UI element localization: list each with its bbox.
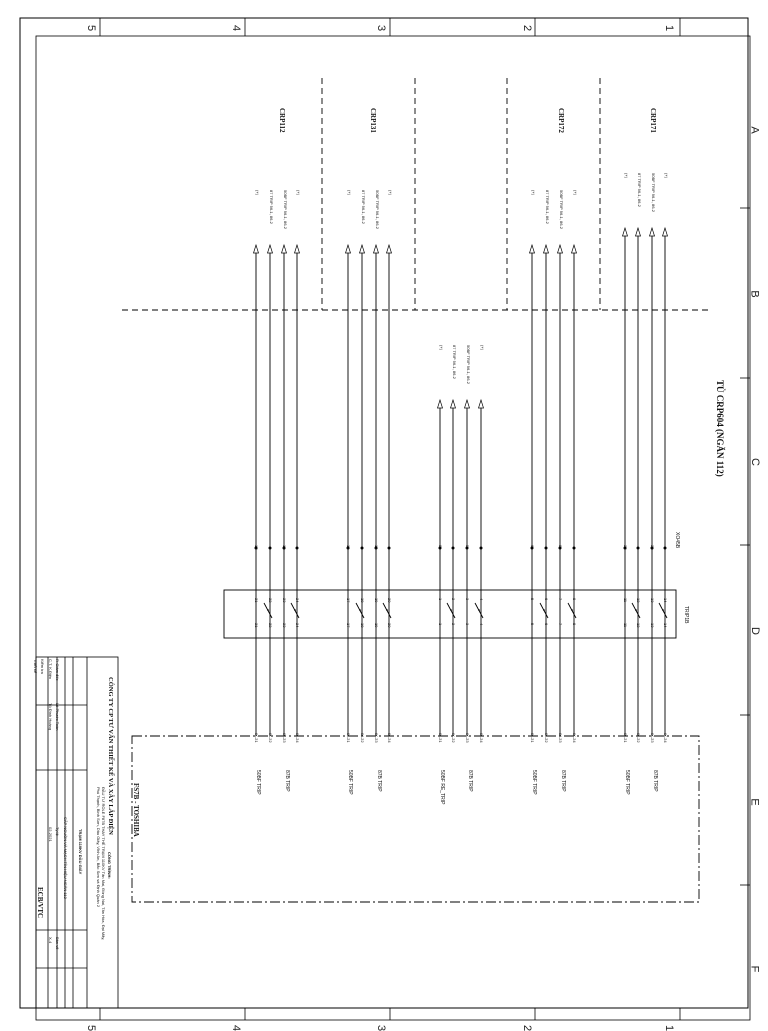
wire-label-crp112-1: 87 TRIP 96-1, 86-2	[269, 190, 274, 224]
contact-term-bottom-crp172-3: 8	[572, 623, 577, 626]
contact-term-top-crp172-2: 7	[558, 598, 563, 601]
contact-term-top-crp171-1: 12	[636, 598, 641, 603]
contact-term-top-crp112-2: 23	[282, 598, 287, 603]
title-block	[33, 657, 118, 1008]
col-number-top-3: 3	[375, 24, 388, 32]
wire-label-crp131-3: (+)	[388, 190, 393, 195]
contact-term-top-crp131-0: 17	[346, 598, 351, 603]
contact-term-bottom-crp171-1: 12	[636, 623, 641, 628]
substation: TRẠM 110KV DẦU GIÂY	[78, 829, 83, 875]
col-number-top-1: 1	[663, 24, 676, 32]
xt-label-crp171-2: IX-23	[650, 733, 655, 743]
contact-term-bottom-crp171-0: 11	[623, 623, 628, 628]
wire-label-crp171-2: 50BF TRIP 96-1, 86-2	[651, 173, 656, 212]
contact-crp171-1	[632, 603, 640, 618]
contact-term-bottom-crp172-1: 6	[544, 623, 549, 626]
contact-term-top-crp171-3: 14	[663, 598, 668, 603]
panel-title: TỦ CRP604 (NGĂN 112)	[715, 380, 725, 477]
arrow-crp172-1	[544, 245, 549, 253]
marker-label: XO45B	[674, 532, 680, 549]
contact-term-bottom-center-3: 4	[479, 623, 484, 626]
xt-label-center-0: IX-21	[438, 733, 443, 743]
contact-term-top-crp112-0: 21	[254, 598, 259, 603]
role-2: C.T. K.Điện	[48, 659, 53, 680]
panel-boundaries	[36, 78, 712, 1008]
drawing-title: CẤP NGUỒN VÀ MẠCH TÍN HIỆU NGĂN 112	[63, 817, 68, 899]
xt-label-crp171-1: IX-22	[636, 733, 641, 743]
xt-label-crp172-2: IX-23	[558, 733, 563, 743]
contact-term-bottom-crp112-3: 24	[295, 623, 300, 628]
terminal-crp131-b: 14	[374, 545, 379, 550]
contact-term-bottom-crp131-0: 17	[346, 623, 351, 628]
terminal-crp112-b: 18	[282, 545, 287, 550]
arrow-crp131-0	[346, 245, 351, 253]
terminal-center-a: 8	[438, 545, 443, 548]
wire-label-crp131-1: 87 TRIP 96-1, 86-2	[361, 190, 366, 224]
col-number-bottom-5: 5	[85, 1024, 98, 1031]
xt-label-crp112-1: IX-22	[268, 733, 273, 743]
rack-label: TRIP1B	[683, 606, 689, 624]
contact-crp112-3	[291, 603, 299, 618]
xt-label-crp172-0: IX-21	[530, 733, 535, 743]
wire-label-crp112-2: 50BF TRIP 96-1, 86-2	[283, 190, 288, 229]
xt-label-center-3: IX-24	[479, 733, 484, 743]
arrow-crp172-0	[530, 245, 535, 253]
xt-label-crp131-1: IX-22	[360, 733, 365, 743]
trip-label-crp112-a: 50BF TRIP	[255, 770, 261, 795]
wire-label-center-1: 87 TRIP 96-1, 86-2	[452, 345, 457, 379]
trip-label-center-a: 50BF RE_TRIP	[439, 770, 445, 805]
contact-crp172-1	[540, 603, 548, 618]
contact-crp131-3	[383, 603, 391, 618]
arrow-crp112-2	[282, 245, 287, 253]
contact-term-top-crp112-3: 24	[295, 598, 300, 603]
xt-label-crp172-3: IX-24	[572, 733, 577, 743]
sheet-no: X-4	[48, 937, 53, 944]
trip-label-crp131-a: 50BF TRIP	[347, 770, 353, 795]
arrow-crp171-3	[663, 228, 668, 236]
arrow-crp112-0	[254, 245, 259, 253]
arrow-center-2	[465, 400, 470, 408]
terminal-dot-center-1	[452, 547, 455, 550]
breaker-box-label: FS7B - TOSHIBA	[132, 783, 140, 837]
drawing-code: ECB/VTC	[36, 887, 44, 919]
contact-crp171-3	[659, 603, 667, 618]
xt-label-crp131-2: IX-23	[374, 733, 379, 743]
contact-term-top-crp131-3: 20	[387, 598, 392, 603]
contact-term-bottom-crp131-2: 19	[374, 623, 379, 628]
terminal-dot-center-3	[480, 547, 483, 550]
terminal-crp171-a: 27	[623, 545, 628, 550]
arrow-crp171-1	[636, 228, 641, 236]
wire-label-crp172-3: (+)	[573, 190, 578, 195]
row-letter-D: D	[748, 627, 761, 635]
terminal-dot-crp171-3	[664, 547, 667, 550]
project: ĐẦU TƯ ROLE F87B THAY THẾ TRẠM 110KV Tân Mai, Đồng Nai, Tân Hòa, Đại Mãy, Phú Thạnh, Bình Sơn, Dầu Giây, Vĩnh An, Bắc Sơn và Định Quán 2	[96, 787, 106, 941]
terminal-crp112-a: 17	[254, 545, 259, 550]
terminal-crp172-a: 6	[530, 545, 535, 548]
contact-term-top-center-1: 2	[451, 598, 456, 601]
contact-term-bottom-crp112-1: 22	[268, 623, 273, 628]
wire-label-crp172-0: (+)	[531, 190, 536, 195]
wire-label-center-3: (+)	[480, 345, 485, 350]
wire-label-crp112-3: (+)	[296, 190, 301, 195]
arrow-crp171-2	[650, 228, 655, 236]
arrow-crp112-3	[295, 245, 300, 253]
grid-ticks	[100, 18, 750, 1020]
contact-crp131-1	[356, 603, 364, 618]
trip-label-crp172-a: 50BF TRIP	[531, 770, 537, 795]
xt-label-center-2: IX-23	[465, 733, 470, 743]
arrow-center-1	[451, 400, 456, 408]
xt-label-crp112-3: IX-24	[295, 733, 300, 743]
xt-label-crp112-2: IX-23	[282, 733, 287, 743]
wire-label-crp112-0: (+)	[255, 190, 260, 195]
contact-term-top-center-2: 3	[465, 598, 470, 601]
contact-term-top-center-3: 4	[479, 598, 484, 601]
wires	[254, 228, 668, 736]
xt-label-center-1: IX-22	[451, 733, 456, 743]
terminal-dot-crp112-1	[269, 547, 272, 550]
role-3: Kiểm tra	[40, 659, 45, 674]
terminal-dot-crp171-1	[637, 547, 640, 550]
contact-center-1	[447, 603, 455, 618]
contact-term-top-crp131-2: 19	[374, 598, 379, 603]
xt-label-crp112-0: IX-21	[254, 733, 259, 743]
feeder-name-crp172: CRP172	[557, 108, 565, 133]
wire-label-center-2: 50BF TRIP 96-1, 86-2	[466, 345, 471, 384]
col-number-bottom-1: 1	[663, 1024, 676, 1031]
arrow-crp131-1	[360, 245, 365, 253]
wire-label-crp171-1: 87 TRIP 96-1, 86-2	[637, 173, 642, 207]
col-number-bottom-4: 4	[230, 1024, 243, 1031]
contact-crp172-3	[568, 603, 576, 618]
role-1: P. Giám đốc	[55, 659, 60, 681]
wire-label-crp131-2: 50BF TRIP 96-1, 86-2	[375, 190, 380, 229]
arrow-crp171-0	[623, 228, 628, 236]
name-1: Lê Phước Toàn	[55, 703, 60, 731]
contact-term-top-crp171-2: 13	[650, 598, 655, 603]
trip-label-crp131-b: 87B TRIP	[376, 770, 382, 792]
contact-term-top-crp172-0: 5	[530, 598, 535, 601]
contact-center-3	[475, 603, 483, 618]
col-number-top-5: 5	[85, 24, 98, 32]
wire-label-crp131-0: (+)	[347, 190, 352, 195]
arrow-center-3	[479, 400, 484, 408]
contact-term-bottom-crp112-2: 23	[282, 623, 287, 628]
contact-term-bottom-crp172-0: 5	[530, 623, 535, 626]
company-name: CÔNG TY CP TƯ VẤN THIẾT KẾ VÀ XÂY LẮP ĐIỆN	[107, 677, 114, 835]
contact-term-top-crp171-0: 11	[623, 598, 628, 603]
terminal-crp131-a: 13	[346, 545, 351, 550]
wire-label-crp171-0: (+)	[624, 173, 629, 178]
terminal-dot-crp131-3	[388, 547, 391, 550]
xt-label-crp171-3: IX-24	[663, 733, 668, 743]
inner-frame	[36, 36, 750, 1020]
xt-label-crp172-1: IX-22	[544, 733, 549, 743]
col-number-bottom-2: 2	[521, 1024, 534, 1031]
contact-crp112-1	[264, 603, 272, 618]
trip-label-center-b: 87B TRIP	[467, 770, 473, 792]
arrow-crp131-2	[374, 245, 379, 253]
wire-label-crp171-3: (+)	[664, 173, 669, 178]
row-letter-B: B	[748, 290, 761, 298]
xt-label-crp131-0: IX-21	[346, 733, 351, 743]
terminal-dot-crp172-1	[545, 547, 548, 550]
trip-label-crp171-b: 87B TRIP	[652, 770, 658, 792]
trip-label-crp172-b: 87B TRIP	[560, 770, 566, 792]
arrow-crp112-1	[268, 245, 273, 253]
terminal-center-b: 9	[465, 545, 470, 548]
col-number-top-2: 2	[521, 24, 534, 32]
outer-frame	[20, 18, 748, 1008]
arrow-crp131-3	[387, 245, 392, 253]
xt-label-crp171-0: IX-21	[623, 733, 628, 743]
contact-term-bottom-center-2: 3	[465, 623, 470, 626]
trip-label-crp112-b: 87B TRIP	[284, 770, 290, 792]
contact-term-bottom-center-0: 1	[438, 623, 443, 626]
row-letter-F: F	[748, 965, 761, 973]
contact-term-bottom-crp112-0: 21	[254, 623, 259, 628]
terminal-dot-crp131-1	[361, 547, 364, 550]
col-number-bottom-3: 3	[375, 1024, 388, 1031]
trip-label-crp171-a: 50BF TRIP	[624, 770, 630, 795]
row-letter-A: A	[748, 126, 761, 134]
feeder-name-crp112: CRP112	[278, 108, 286, 133]
col-number-top-4: 4	[230, 24, 243, 32]
sheet-label: Bản vẽ	[55, 937, 60, 950]
xt-label-crp131-3: IX-24	[387, 733, 392, 743]
relay-rack-box	[224, 590, 676, 638]
project-label: CÔNG TRÌNH:	[107, 852, 112, 879]
contact-term-bottom-crp171-2: 13	[650, 623, 655, 628]
row-letter-E: E	[748, 798, 761, 806]
arrow-crp172-2	[558, 245, 563, 253]
contact-term-top-crp172-3: 8	[572, 598, 577, 601]
breaker-box	[132, 736, 699, 902]
arrow-center-0	[438, 400, 443, 408]
role-4: Thiết kế	[33, 659, 38, 674]
contact-term-top-crp131-1: 18	[360, 598, 365, 603]
terminal-dot-crp112-3	[296, 547, 299, 550]
contact-term-top-crp172-1: 6	[544, 598, 549, 601]
contact-term-bottom-crp131-1: 18	[360, 623, 365, 628]
contact-term-bottom-crp172-2: 7	[558, 623, 563, 626]
terminal-dot-crp172-3	[573, 547, 576, 550]
terminal-crp172-b: 8	[558, 545, 563, 548]
feeder-name-crp171: CRP171	[649, 108, 657, 133]
contact-term-bottom-center-1: 2	[451, 623, 456, 626]
scale-label: Tỷ lệ	[55, 827, 60, 836]
contact-term-top-center-0: 1	[438, 598, 443, 601]
date: 02-2021	[48, 827, 53, 842]
contact-term-top-crp112-1: 22	[268, 598, 273, 603]
terminal-crp171-b: 28	[650, 545, 655, 550]
contact-term-bottom-crp171-3: 14	[663, 623, 668, 628]
row-letter-C: C	[748, 458, 761, 466]
arrow-crp172-3	[572, 245, 577, 253]
wire-label-crp172-2: 50BF TRIP 96-1, 86-2	[559, 190, 564, 229]
feeder-name-crp131: CRP131	[369, 108, 377, 133]
wire-label-center-0: (+)	[439, 345, 444, 350]
contact-term-bottom-crp131-3: 20	[387, 623, 392, 628]
wire-label-crp172-1: 87 TRIP 96-1, 86-2	[545, 190, 550, 224]
name-2: Tô Đình Hoàng	[48, 703, 53, 731]
